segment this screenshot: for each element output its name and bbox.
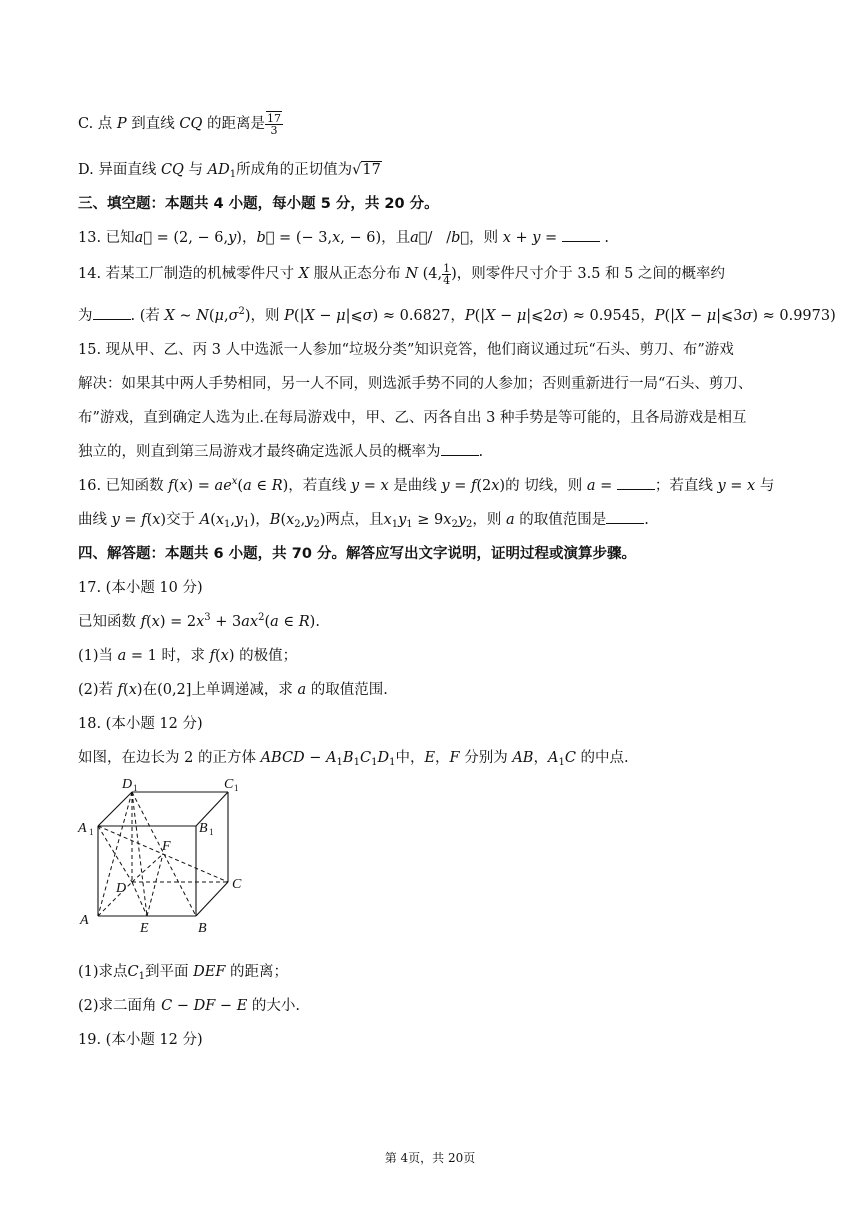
question-16-line-1: 16. 已知函数 $f(x) = ae^x(a$ ∈ R)，若直线 y = x 是曲线 y = f(2x)的 切线，则 a = ；若直线 y = x 与 (78, 476, 775, 494)
question-18-part-2: (2)求二面角 C − DF − E 的大小. (78, 998, 301, 1014)
question-18-part-1: (1)求点$C_1$到平面 DEF 的距离； (78, 964, 289, 982)
label-f: F (162, 839, 171, 854)
label-b1-sub: 1 (209, 827, 214, 837)
section-4-heading: 四、解答题：本题共 6 小题，共 70 分。解答应写出文字说明，证明过程或演算步骤。 (78, 546, 636, 562)
question-19-heading: 19. (本小题 12 分) (78, 1032, 203, 1048)
question-14-line-2: 为 . (若 X ∼ $N(\mu,\sigma^2)$，则 P(|X − μ|⩽σ) ≈ 0.6827，P(|X − μ|⩽2σ) ≈ 0.9545，P(|X − μ|⩽3σ) ≈ 0.9973) (78, 306, 836, 324)
section-3-heading: 三、填空题：本题共 4 小题，每小题 5 分，共 20 分。 (78, 196, 439, 212)
question-15-line-1: 15. 现从甲、乙、丙 3 人中选派一人参加“垃圾分类”知识竞答，他们商议通过玩“石头、剪刀、布”游戏 (78, 342, 734, 358)
question-16-line-2: 曲线 y = f(x)交于 $A(x_1,y_1)$，$B(x_2,y_2)$两点，且$x_1y_1 \ge 9x_2y_2$，则 a 的取值范围是 . (78, 512, 649, 530)
option-d: D. 异面直线 CQ 与 $AD_1$所成角的正切值为√17 (78, 162, 381, 180)
page-footer: 第 4页，共 20页 (384, 1151, 476, 1165)
question-15-line-4: 独立的，则直到第三局游戏才最终确定选派人员的概率为 . (78, 444, 484, 460)
label-c1: C (224, 777, 234, 792)
label-d1: D (122, 777, 133, 792)
label-d: D (116, 881, 127, 896)
question-18-stem: 如图，在边长为 2 的正方体 ABCD − $A_1B_1C_1D_1$中，E，F 分别为 AB，$A_1C$ 的中点. (78, 750, 629, 768)
label-a: A (80, 913, 89, 928)
question-13: 13. 已知a⃗ = (2, − 6,y)，b⃗ = (− 3,x, − 6)，且a⃗/ /b⃗，则 x + y = . (78, 230, 610, 246)
question-17-part-2: (2)若 f(x)在(0,2]上单调递减，求 a 的取值范围. (78, 682, 388, 698)
label-a1-sub: 1 (89, 827, 94, 837)
label-c1-sub: 1 (234, 783, 239, 793)
cube-figure (76, 774, 256, 938)
label-b: B (198, 921, 207, 936)
question-18-heading: 18. (本小题 12 分) (78, 716, 203, 732)
question-15-line-2: 解决：如果其中两人手势相同，另一人不同，则选派手势不同的人参加；否则重新进行一局“石头、剪刀、 (78, 376, 753, 392)
label-d1-sub: 1 (133, 783, 138, 793)
label-e: E (140, 921, 149, 936)
label-a1: A (78, 821, 87, 836)
question-17-part-1: (1)当 a = 1 时，求 f(x) 的极值； (78, 648, 298, 664)
label-b1: B (199, 821, 208, 836)
question-17-stem: 已知函数 $f(x) = 2x^3 + 3ax^2(a$ ∈ R). (78, 612, 320, 630)
option-c: C. 点 P 到直线 CQ 的距离是 $\frac{17}{3}$ (78, 111, 281, 137)
label-c: C (232, 877, 242, 892)
question-15-line-3: 布”游戏，直到确定人选为止.在每局游戏中，甲、乙、丙各自出 3 种手势是等可能的，且各局游戏是相互 (78, 410, 747, 426)
question-14-line-1: 14. 若某工厂制造的机械零件尺寸 X 服从正态分布 N (4, $\frac{1}{4}$ )，则零件尺寸介于 3.5 和 5 之间的概率约 (78, 261, 726, 287)
question-17-heading: 17. (本小题 10 分) (78, 580, 203, 596)
